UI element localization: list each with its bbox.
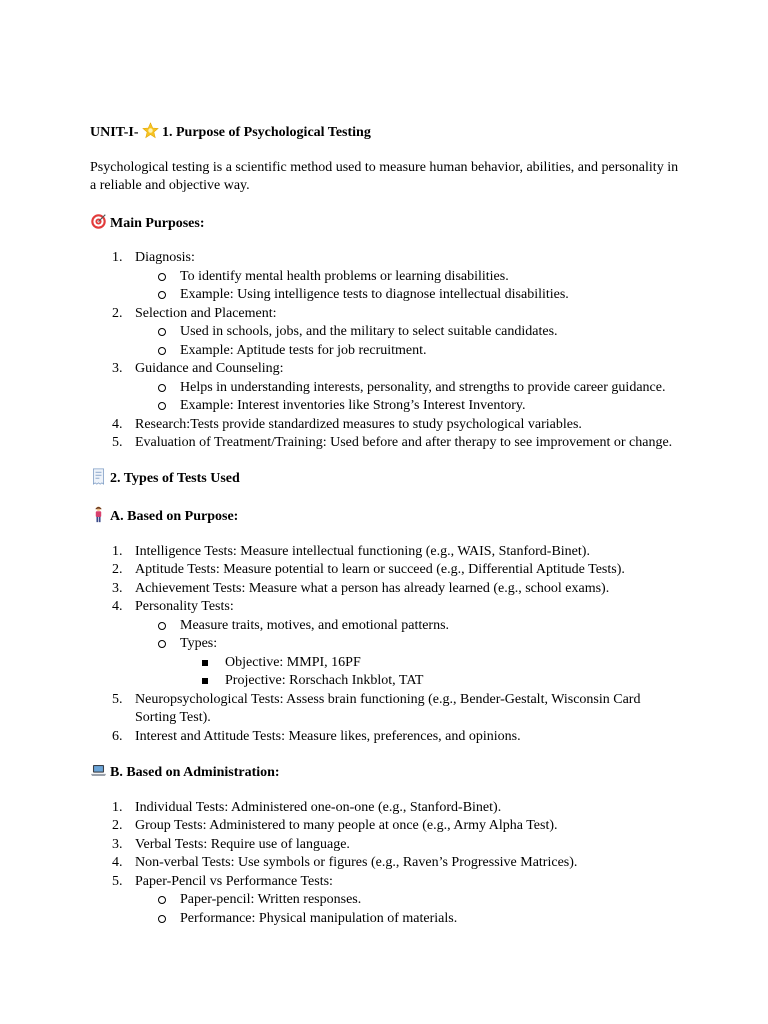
- list-item: 5. Neuropsychological Tests: Assess brain functioning (e.g., Bender-Gestalt, Wisconsin Card Sorting Test).: [112, 691, 641, 725]
- types-title: 2. Types of Tests Used: [110, 470, 240, 486]
- laptop-icon: [90, 762, 107, 779]
- list-item: 2. Selection and Placement: Used in schools, jobs, and the military to select suitable candidates. Example: Aptitude tests for job recruitment.: [90, 305, 682, 361]
- list-item: 1. Individual Tests: Administered one-on-one (e.g., Stanford-Binet).: [112, 799, 502, 815]
- person-standing-icon: [90, 506, 107, 523]
- main-purposes-heading: [90, 213, 682, 234]
- document-page: [90, 122, 682, 928]
- admin-tests-list: [90, 799, 682, 929]
- receipt-icon: [90, 468, 107, 485]
- main-purposes-title: Main Purposes:: [110, 215, 205, 231]
- list-item: 1. Diagnosis: To identify mental health problems or learning disabilities. Example: Using intelligence tests to diagnose intellectual disabilities.: [90, 249, 682, 305]
- list-item: 3. Achievement Tests: Measure what a person has already learned (e.g., school exams).: [112, 580, 610, 596]
- purpose-tests-list: [90, 543, 682, 747]
- based-on-purpose-heading: [90, 506, 682, 527]
- intro-paragraph: Psychological testing is a scientific method used to measure human behavior, abilities, and personality in a reliable and objective way.: [90, 159, 679, 193]
- list-item: 4. Non-verbal Tests: Use symbols or figures (e.g., Raven’s Progressive Matrices).: [112, 855, 578, 870]
- list-item: Objective: MMPI, 16PF: [180, 654, 682, 673]
- list-item: Projective: Rorschach Inkblot, TAT: [180, 672, 682, 691]
- list-item: Measure traits, motives, and emotional patterns.: [135, 617, 682, 636]
- list-item: 3. Guidance and Counseling: Helps in understanding interests, personality, and strengths to provide career guidance. Example: Interest inventories like Strong’s Interest Inventory.: [90, 360, 682, 416]
- based-on-purpose-title: A. Based on Purpose:: [110, 509, 239, 524]
- list-item: Example: Aptitude tests for job recruitment.: [135, 342, 682, 361]
- list-item: 3. Verbal Tests: Require use of language.: [112, 836, 350, 852]
- based-on-administration-heading: [90, 762, 682, 783]
- list-item: Example: Interest inventories like Strong’s Interest Inventory.: [135, 397, 682, 416]
- list-item: 5. Paper-Pencil vs Performance Tests: Paper-pencil: Written responses. Performance: Physical manipulation of materials.: [90, 873, 682, 929]
- based-on-administration-title: B. Based on Administration:: [110, 765, 280, 780]
- glowing-star-icon: [142, 122, 159, 139]
- list-item: 2. Aptitude Tests: Measure potential to learn or succeed (e.g., Differential Aptitude Tests).: [112, 562, 625, 577]
- types-heading: [90, 468, 682, 489]
- list-item: 2. Group Tests: Administered to many people at once (e.g., Army Alpha Test).: [112, 818, 558, 833]
- list-item: 6. Interest and Attitude Tests: Measure likes, preferences, and opinions.: [112, 728, 521, 744]
- list-item: Performance: Physical manipulation of materials.: [135, 910, 682, 929]
- purposes-list: [90, 249, 682, 453]
- list-item: Example: Using intelligence tests to diagnose intellectual disabilities.: [135, 286, 682, 305]
- target-icon: [90, 213, 107, 230]
- list-item: 4. Research:Tests provide standardized measures to study psychological variables.: [112, 416, 582, 432]
- list-item: 5. Evaluation of Treatment/Training: Used before and after therapy to see improvement or change.: [112, 435, 673, 450]
- unit-heading: [90, 122, 682, 143]
- list-item: 4. Personality Tests: Measure traits, motives, and emotional patterns. Types: Objective: MMPI, 16PF Projective: Rorschach Inkblot, TAT: [90, 598, 682, 691]
- list-item: 1. Intelligence Tests: Measure intellectual functioning (e.g., WAIS, Stanford-Binet).: [112, 543, 590, 559]
- unit-prefix: UNIT-I-: [90, 125, 142, 140]
- list-item: Types: Objective: MMPI, 16PF Projective: Rorschach Inkblot, TAT: [135, 635, 682, 691]
- list-item: Paper-pencil: Written responses.: [135, 891, 682, 910]
- unit-title: 1. Purpose of Psychological Testing: [162, 125, 371, 140]
- list-item: Used in schools, jobs, and the military to select suitable candidates.: [135, 323, 682, 342]
- list-item: To identify mental health problems or learning disabilities.: [135, 268, 682, 287]
- list-item: Helps in understanding interests, personality, and strengths to provide career guidance.: [135, 379, 682, 398]
